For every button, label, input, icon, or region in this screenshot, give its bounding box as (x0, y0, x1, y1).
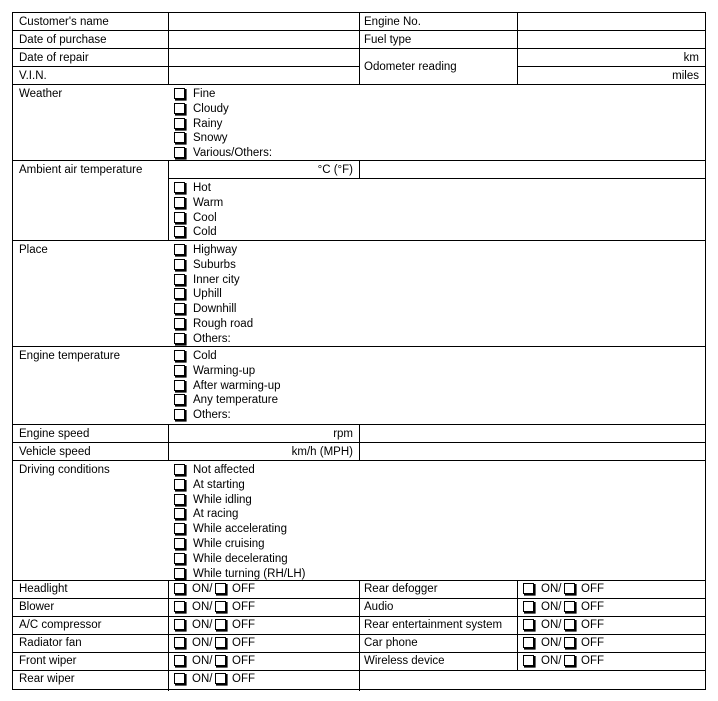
on-label: ON/ (541, 601, 562, 613)
car-phone-off-checkbox[interactable] (564, 637, 577, 650)
engine-temp-option-label: Warming-up (193, 364, 256, 377)
driving-checkbox-while-decelerating[interactable] (174, 553, 187, 566)
off-label: OFF (232, 673, 255, 685)
odometer-miles-unit: miles (672, 70, 699, 82)
driving-conditions-label: Driving conditions (19, 464, 110, 476)
rear-wiper-off-checkbox[interactable] (215, 673, 228, 686)
driving-option-label: While accelerating (193, 523, 287, 536)
driving-checkbox-while-accelerating[interactable] (174, 523, 187, 536)
rear-defogger-on-checkbox[interactable] (523, 583, 536, 596)
date-of-repair-field[interactable] (169, 49, 359, 66)
wireless-device-off-checkbox[interactable] (564, 655, 577, 668)
vehicle-speed-unit: km/h (MPH) (291, 446, 353, 458)
on-label: ON/ (541, 619, 562, 631)
ambient-air-temperature-label: Ambient air temperature (19, 164, 143, 176)
off-label: OFF (232, 637, 255, 649)
audio-on-checkbox[interactable] (523, 601, 536, 614)
vin-field[interactable] (169, 67, 359, 84)
engine-temp-checkbox-warming-up[interactable] (174, 365, 187, 378)
place-checkbox-others[interactable] (174, 333, 187, 346)
place-checkbox-suburbs[interactable] (174, 259, 187, 272)
place-checkbox-inner-city[interactable] (174, 274, 187, 287)
engine-temp-checkbox-any-temperature[interactable] (174, 394, 187, 407)
customer-interview-form (12, 12, 706, 690)
ambient-temperature-unit: °C (°F) (317, 164, 353, 176)
on-label: ON/ (541, 637, 562, 649)
off-label: OFF (232, 655, 255, 667)
radiator-fan-off-checkbox[interactable] (215, 637, 228, 650)
customer-name-label: Customer's name (19, 16, 109, 28)
place-checkbox-highway[interactable] (174, 244, 187, 257)
on-label: ON/ (192, 619, 213, 631)
weather-option-label: Fine (193, 88, 216, 100)
date-of-purchase-field[interactable] (169, 31, 359, 48)
audio-off-checkbox[interactable] (564, 601, 577, 614)
driving-checkbox-while-idling[interactable] (174, 494, 187, 507)
on-label: ON/ (192, 583, 213, 595)
engine-no-field[interactable] (518, 13, 705, 30)
a-c-compressor-label: A/C compressor (19, 619, 102, 631)
weather-checkbox-various-others[interactable] (174, 147, 187, 160)
driving-option-label: While turning (RH/LH) (193, 567, 306, 580)
odometer-km-unit: km (683, 52, 699, 64)
weather-checkbox-rainy[interactable] (174, 118, 187, 131)
rear-defogger-off-checkbox[interactable] (564, 583, 577, 596)
rear-entertainment-system-label: Rear entertainment system (364, 619, 503, 631)
place-option-label: Suburbs (193, 258, 236, 271)
engine-temperature-label: Engine temperature (19, 350, 121, 362)
rear-wiper-label: Rear wiper (19, 673, 75, 685)
headlight-label: Headlight (19, 583, 68, 595)
place-option-label: Highway (193, 244, 238, 256)
front-wiper-off-checkbox[interactable] (215, 655, 228, 668)
headlight-on-checkbox[interactable] (174, 583, 187, 596)
on-label: ON/ (192, 655, 213, 667)
engine-temp-checkbox-after-warming-up[interactable] (174, 380, 187, 393)
rear-entertainment-system-off-checkbox[interactable] (564, 619, 577, 632)
place-option-label: Inner city (193, 273, 240, 286)
off-label: OFF (232, 619, 255, 631)
weather-label: Weather (19, 88, 63, 100)
rear-defogger-label: Rear defogger (364, 583, 438, 595)
driving-option-label: At starting (193, 478, 245, 491)
weather-option-label: Rainy (193, 117, 223, 130)
driving-option-label: At racing (193, 508, 239, 521)
radiator-fan-label: Radiator fan (19, 637, 82, 649)
customer-name-field[interactable] (169, 13, 359, 30)
weather-checkbox-cloudy[interactable] (174, 103, 187, 116)
place-option-label: Rough road (193, 318, 254, 330)
weather-option-label: Snowy (193, 132, 228, 145)
on-label: ON/ (192, 601, 213, 613)
on-label: ON/ (192, 673, 213, 685)
driving-checkbox-at-racing[interactable] (174, 508, 187, 521)
weather-option-label: Various/Others: (193, 147, 273, 160)
engine-temp-option-label: Cold (193, 350, 217, 362)
engine-temp-option-label: Any temperature (193, 394, 279, 407)
ambient-checkbox-hot[interactable] (174, 182, 187, 195)
ambient-option-label: Hot (193, 182, 211, 194)
driving-checkbox-not-affected[interactable] (174, 464, 187, 477)
vehicle-speed-label: Vehicle speed (19, 446, 91, 458)
place-option-label: Downhill (193, 303, 237, 316)
driving-option-label: While decelerating (193, 552, 288, 565)
ambient-checkbox-warm[interactable] (174, 197, 187, 210)
driving-option-label: Not affected (193, 464, 255, 476)
weather-checkbox-fine[interactable] (174, 88, 187, 101)
driving-checkbox-while-turning-rh-lh[interactable] (174, 568, 187, 581)
engine-no-label: Engine No. (364, 16, 421, 28)
odometer-reading-label: Odometer reading (364, 61, 457, 73)
place-option-label: Others: (193, 332, 231, 345)
driving-option-label: While cruising (193, 538, 265, 550)
front-wiper-label: Front wiper (19, 655, 77, 667)
ambient-checkbox-cold[interactable] (174, 226, 187, 239)
off-label: OFF (581, 619, 604, 631)
on-label: ON/ (541, 583, 562, 595)
ambient-option-label: Cool (193, 211, 217, 224)
ambient-option-label: Cold (193, 226, 217, 239)
place-checkbox-downhill[interactable] (174, 303, 187, 316)
on-label: ON/ (541, 655, 562, 667)
wireless-device-label: Wireless device (364, 655, 445, 667)
blower-on-checkbox[interactable] (174, 601, 187, 614)
headlight-off-checkbox[interactable] (215, 583, 228, 596)
place-checkbox-uphill[interactable] (174, 288, 187, 301)
place-checkbox-rough-road[interactable] (174, 318, 187, 331)
rear-entertainment-system-on-checkbox[interactable] (523, 619, 536, 632)
off-label: OFF (581, 637, 604, 649)
fuel-type-label: Fuel type (364, 34, 412, 46)
engine-temp-option-label: Others: (193, 409, 231, 422)
engine-speed-unit: rpm (333, 428, 353, 440)
ambient-option-label: Warm (193, 196, 224, 209)
engine-temp-checkbox-others[interactable] (174, 409, 187, 422)
off-label: OFF (581, 583, 604, 595)
date-of-repair-label: Date of repair (19, 52, 89, 64)
on-label: ON/ (192, 637, 213, 649)
weather-option-label: Cloudy (193, 102, 229, 115)
driving-option-label: While idling (193, 493, 252, 506)
a-c-compressor-on-checkbox[interactable] (174, 619, 187, 632)
engine-speed-label: Engine speed (19, 428, 90, 440)
radiator-fan-on-checkbox[interactable] (174, 637, 187, 650)
date-of-purchase-label: Date of purchase (19, 34, 107, 46)
off-label: OFF (581, 655, 604, 667)
blower-label: Blower (19, 601, 55, 613)
driving-checkbox-at-starting[interactable] (174, 479, 187, 492)
a-c-compressor-off-checkbox[interactable] (215, 619, 228, 632)
engine-temp-checkbox-cold[interactable] (174, 350, 187, 363)
vin-label: V.I.N. (19, 70, 47, 82)
engine-temp-option-label: After warming-up (193, 379, 281, 392)
blower-off-checkbox[interactable] (215, 601, 228, 614)
car-phone-label: Car phone (364, 637, 418, 649)
ambient-checkbox-cool[interactable] (174, 212, 187, 225)
fuel-type-field[interactable] (518, 31, 705, 48)
weather-checkbox-snowy[interactable] (174, 132, 187, 145)
rear-wiper-on-checkbox[interactable] (174, 673, 187, 686)
audio-label: Audio (364, 601, 394, 613)
car-phone-on-checkbox[interactable] (523, 637, 536, 650)
place-option-label: Uphill (193, 288, 222, 301)
place-label: Place (19, 244, 48, 256)
off-label: OFF (232, 601, 255, 613)
wireless-device-on-checkbox[interactable] (523, 655, 536, 668)
driving-checkbox-while-cruising[interactable] (174, 538, 187, 551)
off-label: OFF (581, 601, 604, 613)
front-wiper-on-checkbox[interactable] (174, 655, 187, 668)
off-label: OFF (232, 583, 255, 595)
